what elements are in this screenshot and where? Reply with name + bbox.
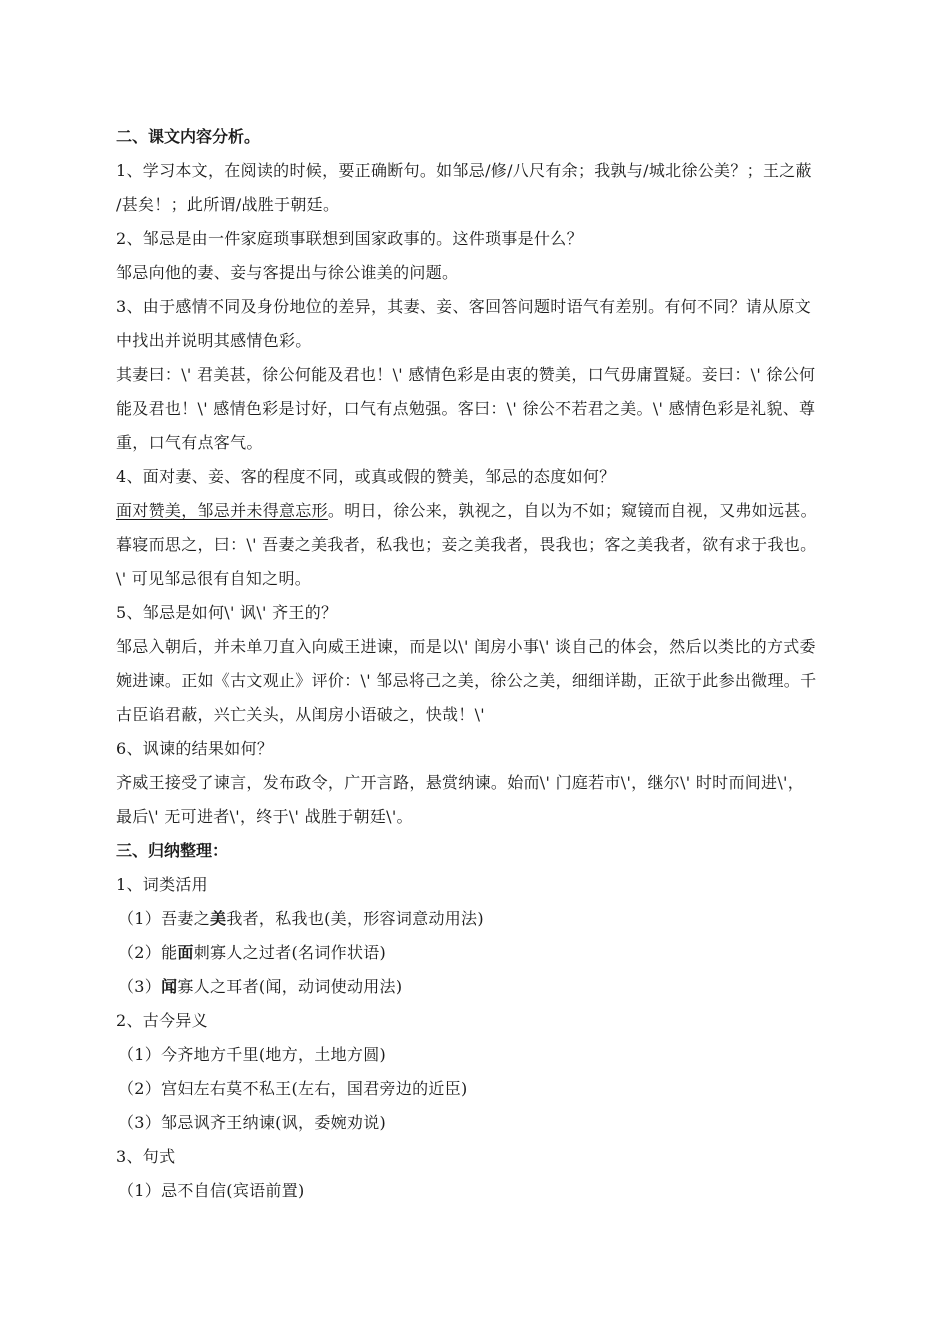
part1-item-2 [116,936,840,970]
q4-question: 4、面对妻、妾、客的程度不同，或真或假的赞美，邹忌的态度如何？ [116,467,616,486]
q1-line-1: 1、学习本文，在阅读的时候，要正确断句。如邹忌/修/八尺有余；我孰与/城北徐公美？；王之蔽 [116,161,812,180]
part1-item-1 [116,902,840,936]
q3-answer-1: 其妻曰：\' 君美甚，徐公何能及君也！\' 感情色彩是由衷的赞美，口气毋庸置疑。妾曰：\' 徐公何 [116,365,816,384]
item-bold-word: 闻 [161,977,178,996]
q4-answer-1-rest: 。明日，徐公来，孰视之，自以为不如；窥镜而自视，又弗如远甚。 [327,501,817,520]
q3-line-1: 3、由于感情不同及身份地位的差异，其妻、妾、客回答问题时语气有差别。有何不同？请从原文 [116,297,812,316]
part2-item-3: （3）邹忌讽齐王纳谏(讽，委婉劝说) [118,1113,387,1132]
q3-answer-3: 重，口气有点客气。 [116,433,263,452]
q6-question: 6、讽谏的结果如何？ [116,739,274,758]
q5-answer-1: 邹忌入朝后，并未单刀直入向威王进谏，而是以\' 闺房小事\' 谈自己的体会，然后以类比的方式委 [116,637,816,656]
q2-question: 2、邹忌是由一件家庭琐事联想到国家政事的。这件琐事是什么？ [116,229,583,248]
q3-answer-2: 能及君也！\' 感情色彩是讨好，口气有点勉强。客曰：\' 徐公不若君之美。\' 感情色彩是礼貌、尊 [116,399,816,418]
part2-item-2: （2）宫妇左右莫不私王(左右，国君旁边的近臣) [118,1079,468,1098]
section-3-title: 三、归纳整理： [116,841,229,860]
item-number: （1） [118,909,162,928]
part1-heading: 1、词类活用 [116,875,208,894]
item-text: 刺寡人之过者(名词作状语) [193,943,387,962]
part2-heading: 2、古今异义 [116,1011,208,1030]
part1-item-3 [116,970,840,1004]
q3-line-2: 中找出并说明其感情色彩。 [116,331,312,350]
q4-answer-2: 暮寝而思之，曰：\' 吾妻之美我者，私我也；妾之美我者，畏我也；客之美我者，欲有求于我也。 [116,535,817,554]
q5-answer-3: 古臣谄君蔽，兴亡关头，从闺房小语破之，快哉！\' [116,705,485,724]
q6-answer-2: 最后\' 无可进者\'，终于\' 战胜于朝廷\'。 [116,807,413,826]
item-text: 我者，私我也(美，形容词意动用法) [226,909,484,928]
part3-heading: 3、句式 [116,1147,176,1166]
item-bold-word: 美 [210,909,227,928]
part3-item-1: （1）忌不自信(宾语前置) [118,1181,305,1200]
section-2-title: 二、课文内容分析。 [116,127,261,146]
q4-answer-3: \' 可见邹忌很有自知之明。 [116,569,312,588]
item-text: 寡人之耳者(闻，动词使动用法) [177,977,403,996]
q6-answer-1: 齐威王接受了谏言，发布政令，广开言路，悬赏纳谏。始而\' 门庭若市\'，继尔\' 时时而间进\'， [116,773,805,792]
item-number: （3） [118,977,162,996]
q1-line-2: /甚矣！；此所谓/战胜于朝廷。 [116,195,340,214]
item-bold-word: 面 [177,943,194,962]
item-text: 能 [161,943,178,962]
document-content [116,120,840,1208]
item-text: 吾妻之 [161,909,210,928]
q2-answer: 邹忌向他的妻、妾与客提出与徐公谁美的问题。 [116,263,459,282]
q5-question: 5、邹忌是如何\' 讽\' 齐王的？ [116,603,338,622]
item-number: （2） [118,943,162,962]
q5-answer-2: 婉进谏。正如《古文观止》评价：\' 邹忌将己之美，徐公之美，细细详勘，正欲于此参出微理。千 [116,671,817,690]
q4-answer-1 [116,494,840,528]
part2-item-1: （1）今齐地方千里(地方，土地方圆) [118,1045,387,1064]
q4-underlined-phrase: 面对赞美，邹忌并未得意忘形 [116,501,328,520]
